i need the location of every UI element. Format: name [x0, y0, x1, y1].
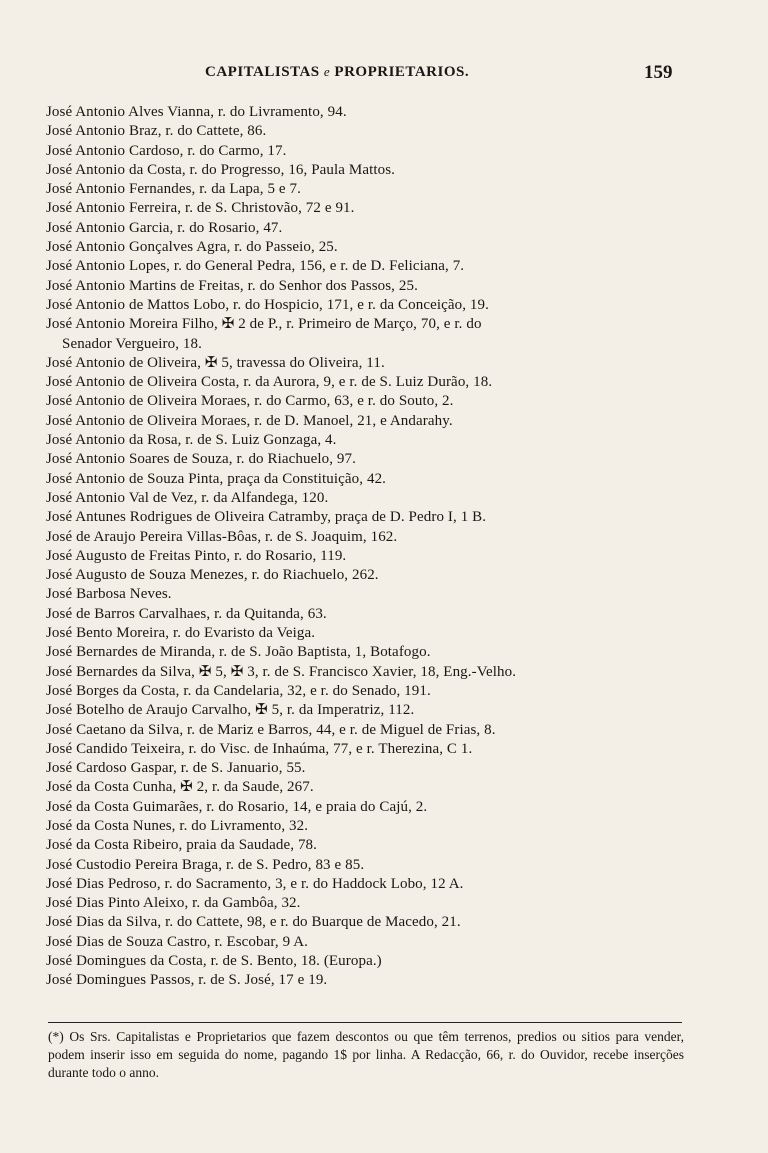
- title-conjunction: e: [323, 64, 331, 79]
- list-item: José Candido Teixeira, r. do Visc. de Inhaúma, 77, e r. Therezina, C 1.: [46, 740, 473, 757]
- list-item: José Dias de Souza Castro, r. Escobar, 9 A.: [46, 933, 308, 950]
- list-item: José da Costa Guimarães, r. do Rosario, 14, e praia do Cajú, 2.: [46, 798, 428, 815]
- list-item: José Domingues Passos, r. de S. José, 17 e 19.: [46, 972, 328, 989]
- list-item: José da Costa Ribeiro, praia da Saudade, 78.: [46, 837, 318, 854]
- list-item: José Domingues da Costa, r. de S. Bento, 18. (Europa.): [46, 953, 382, 970]
- list-item: José Antonio de Souza Pinta, praça da Constituição, 42.: [46, 470, 387, 487]
- list-item-wrapped: [46, 315, 696, 354]
- list-item: José da Costa Cunha, ✠ 2, r. da Saude, 267.: [46, 779, 314, 796]
- list-item: José Antonio Braz, r. do Cattete, 86.: [46, 123, 267, 140]
- list-item: José Antonio Soares de Souza, r. do Riachuelo, 97.: [46, 451, 356, 468]
- entry-list: [46, 103, 696, 991]
- list-item: José Caetano da Silva, r. de Mariz e Barros, 44, e r. de Miguel de Frias, 8.: [46, 721, 496, 738]
- list-item: José Bernardes da Silva, ✠ 5, ✠ 3, r. de S. Francisco Xavier, 18, Eng.-Velho.: [46, 663, 517, 680]
- footnote: (*) Os Srs. Capitalistas e Proprietarios que fazem descontos ou que têm terrenos, predios ou sitios para vender, podem inserir isso em seguida do nome, pagando 1$ por linha. A Redacção, 66, r. do Ouvidor, recebe inserções durante todo o anno.: [48, 1029, 684, 1080]
- list-item-line: José Antonio Moreira Filho, ✠ 2 de P., r. Primeiro de Março, 70, e r. do: [46, 316, 482, 333]
- list-item: José Augusto de Souza Menezes, r. do Riachuelo, 262.: [46, 567, 379, 584]
- list-item: José Botelho de Araujo Carvalho, ✠ 5, r. da Imperatriz, 112.: [46, 702, 415, 719]
- list-item: José Antonio Ferreira, r. de S. Christovão, 72 e 91.: [46, 200, 355, 217]
- list-item: José Antonio Lopes, r. do General Pedra, 156, e r. de D. Feliciana, 7.: [46, 258, 465, 275]
- list-item: José Dias Pinto Aleixo, r. da Gambôa, 32.: [46, 895, 301, 912]
- title-proprietarios: PROPRIETARIOS.: [334, 64, 470, 80]
- list-item: José Antonio Martins de Freitas, r. do Senhor dos Passos, 25.: [46, 277, 418, 294]
- list-item: José Antonio Cardoso, r. do Carmo, 17.: [46, 142, 287, 159]
- list-item: José Dias Pedroso, r. do Sacramento, 3, e r. do Haddock Lobo, 12 A.: [46, 875, 464, 892]
- list-item: José Antonio de Oliveira Costa, r. da Aurora, 9, e r. de S. Luiz Durão, 18.: [46, 374, 493, 391]
- list-item: José Antonio de Oliveira, ✠ 5, travessa do Oliveira, 11.: [46, 354, 385, 371]
- list-item: José Bento Moreira, r. do Evaristo da Veiga.: [46, 625, 316, 642]
- list-item: José Antunes Rodrigues de Oliveira Catramby, praça de D. Pedro I, 1 B.: [46, 509, 487, 526]
- list-item: José Custodio Pereira Braga, r. de S. Pedro, 83 e 85.: [46, 856, 365, 873]
- title-capitalistas: CAPITALISTAS: [205, 64, 320, 80]
- list-item: José Antonio da Costa, r. do Progresso, 16, Paula Mattos.: [46, 161, 396, 178]
- list-item: José de Barros Carvalhaes, r. da Quitanda, 63.: [46, 605, 327, 622]
- list-item: José Antonio Garcia, r. do Rosario, 47.: [46, 219, 283, 236]
- list-item: José Augusto de Freitas Pinto, r. do Rosario, 119.: [46, 547, 347, 564]
- list-item: José da Costa Nunes, r. do Livramento, 32.: [46, 817, 309, 834]
- list-item: José Borges da Costa, r. da Candelaria, 32, e r. do Senado, 191.: [46, 682, 431, 699]
- list-item-continuation: Senador Vergueiro, 18.: [62, 335, 202, 352]
- list-item: José Antonio de Oliveira Moraes, r. de D. Manoel, 21, e Andarahy.: [46, 412, 453, 429]
- list-item: José Barbosa Neves.: [46, 586, 172, 603]
- list-item: José Antonio da Rosa, r. de S. Luiz Gonzaga, 4.: [46, 432, 337, 449]
- list-item: José Antonio Alves Vianna, r. do Livramento, 94.: [46, 104, 347, 120]
- footnote-divider: [48, 1022, 682, 1023]
- list-item: José Cardoso Gaspar, r. de S. Januario, 55.: [46, 760, 306, 777]
- list-item: José Bernardes de Miranda, r. de S. João Baptista, 1, Botafogo.: [46, 644, 431, 661]
- list-item: José Antonio Fernandes, r. da Lapa, 5 e 7.: [46, 181, 301, 198]
- list-item: José Antonio Val de Vez, r. da Alfandega, 120.: [46, 489, 329, 506]
- list-item: José de Araujo Pereira Villas-Bôas, r. de S. Joaquim, 162.: [46, 528, 398, 545]
- list-item: José Antonio de Mattos Lobo, r. do Hospicio, 171, e r. da Conceição, 19.: [46, 296, 489, 313]
- list-item: José Antonio de Oliveira Moraes, r. do Carmo, 63, e r. do Souto, 2.: [46, 393, 454, 410]
- running-title: [205, 64, 469, 81]
- page-number: 159: [644, 62, 673, 83]
- list-item: José Dias da Silva, r. do Cattete, 98, e r. do Buarque de Macedo, 21.: [46, 914, 461, 931]
- list-item: José Antonio Gonçalves Agra, r. do Passeio, 25.: [46, 239, 338, 256]
- page-header: [0, 62, 768, 92]
